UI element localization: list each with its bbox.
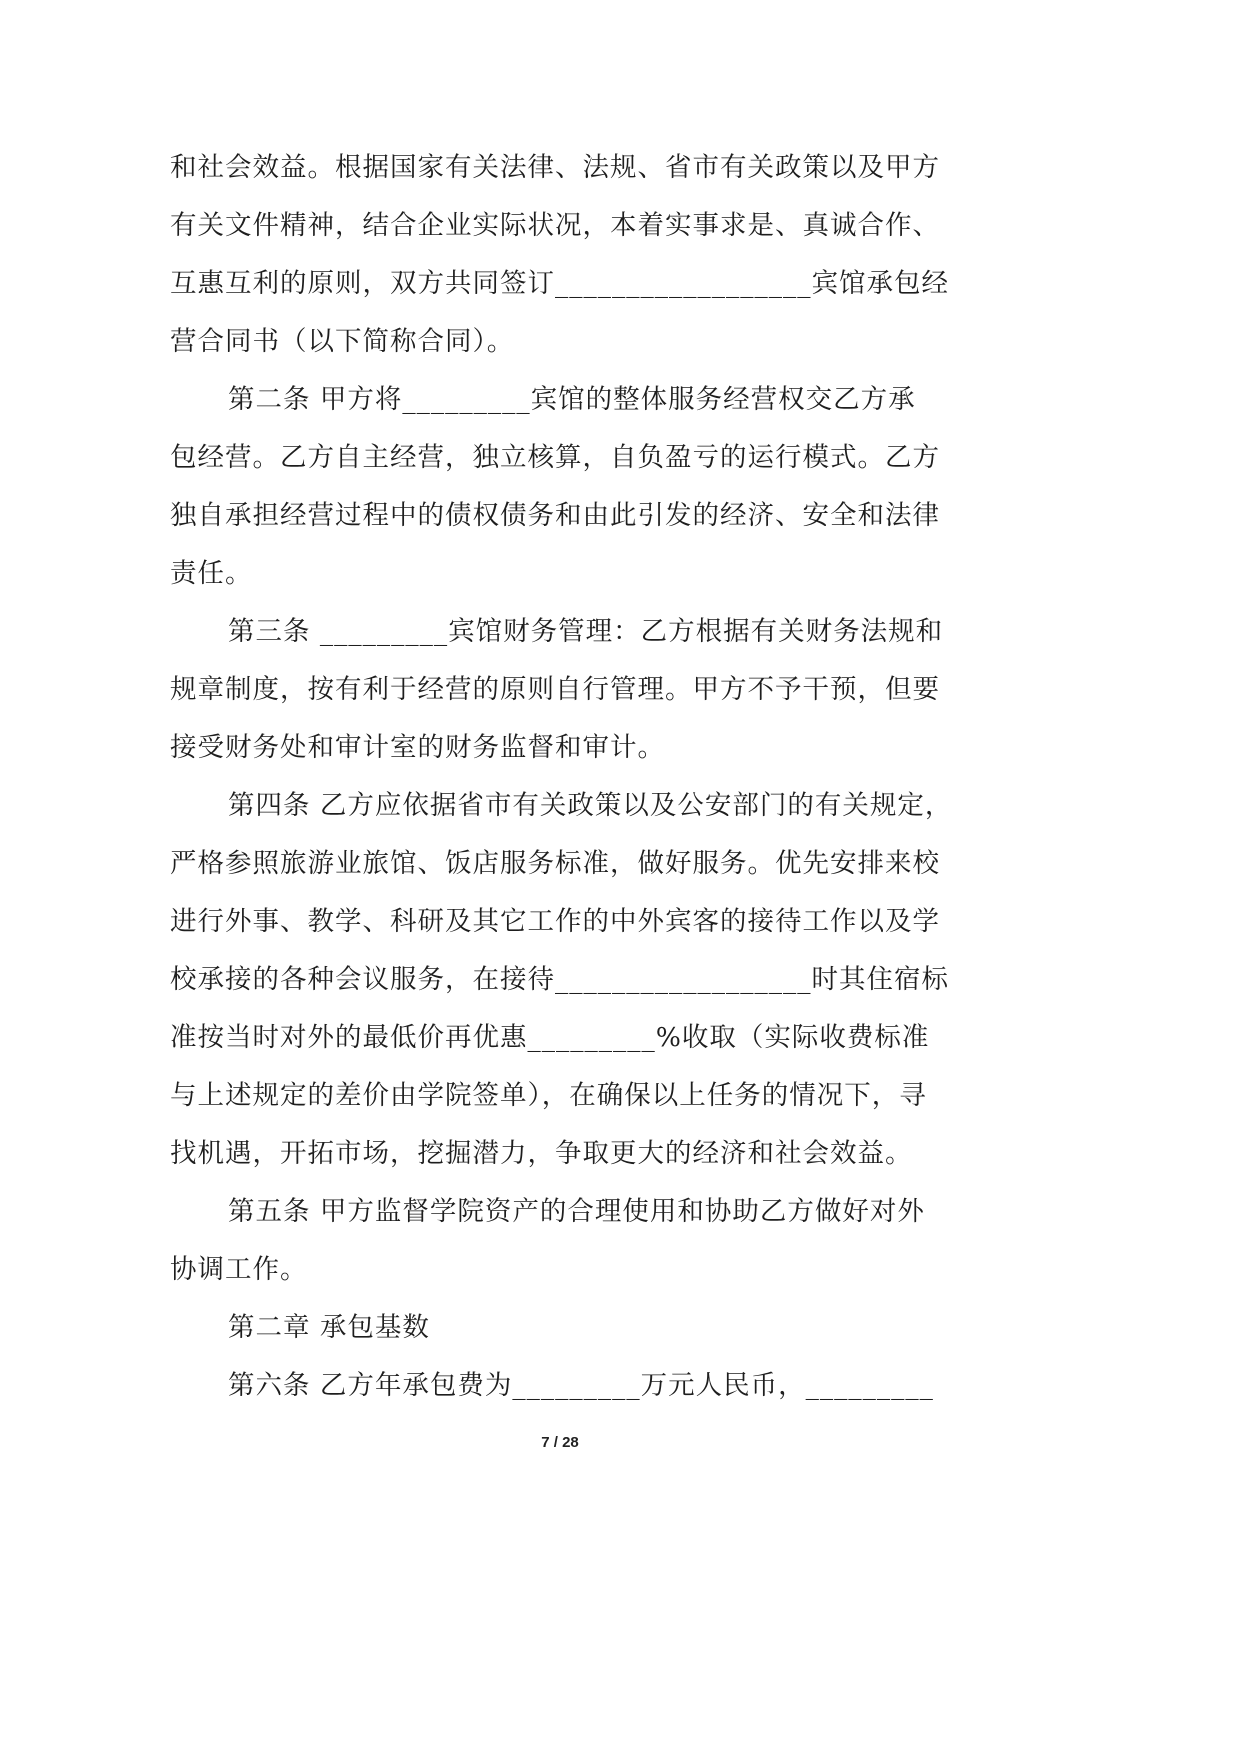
paragraph-line: 有关文件精神，结合企业实际状况，本着实事求是、真诚合作、 <box>170 210 940 241</box>
chapter-title: 第二章 承包基数 <box>228 1312 430 1343</box>
paragraph-line: 独自承担经营过程中的债权债务和由此引发的经济、安全和法律 <box>170 500 940 531</box>
paragraph-continuation <box>170 139 990 371</box>
paragraph-line: 准按当时对外的最低价再优惠_________%收取（实际收费标准 <box>170 1022 930 1053</box>
paragraph-line: 第五条 甲方监督学院资产的合理使用和协助乙方做好对外 <box>228 1196 925 1227</box>
paragraph-line: 第二条 甲方将_________宾馆的整体服务经营权交乙方承 <box>228 384 916 415</box>
paragraph-line: 互惠互利的原则，双方共同签订__________________宾馆承包经 <box>170 268 949 299</box>
paragraph-line: 营合同书（以下简称合同）。 <box>170 326 515 357</box>
paragraph-line: 接受财务处和审计室的财务监督和审计。 <box>170 732 665 763</box>
article-2-paragraph <box>170 371 990 603</box>
paragraph-line: 第四条 乙方应依据省市有关政策以及公安部门的有关规定， <box>228 790 953 821</box>
paragraph-line: 第六条 乙方年承包费为_________万元人民币，_________ <box>228 1370 934 1401</box>
article-4-paragraph <box>170 777 990 1183</box>
paragraph-line: 包经营。乙方自主经营，独立核算，自负盈亏的运行模式。乙方 <box>170 442 940 473</box>
paragraph-line: 第三条 _________宾馆财务管理：乙方根据有关财务法规和 <box>228 616 944 647</box>
paragraph-line: 进行外事、教学、科研及其它工作的中外宾客的接待工作以及学 <box>170 906 940 937</box>
paragraph-line: 规章制度，按有利于经营的原则自行管理。甲方不予干预，但要 <box>170 674 940 705</box>
article-5-paragraph <box>170 1183 990 1299</box>
document-body <box>170 139 990 1415</box>
paragraph-line: 责任。 <box>170 558 253 589</box>
paragraph-line: 和社会效益。根据国家有关法律、法规、省市有关政策以及甲方 <box>170 152 940 183</box>
chapter-heading <box>170 1299 990 1357</box>
article-3-paragraph <box>170 603 990 777</box>
paragraph-line: 与上述规定的差价由学院签单），在确保以上任务的情况下，寻 <box>170 1080 927 1111</box>
paragraph-line: 协调工作。 <box>170 1254 308 1285</box>
paragraph-line: 找机遇，开拓市场，挖掘潜力，争取更大的经济和社会效益。 <box>170 1138 913 1169</box>
paragraph-line: 严格参照旅游业旅馆、饭店服务标准，做好服务。优先安排来校 <box>170 848 940 879</box>
page-number: 7 / 28 <box>541 1434 579 1451</box>
paragraph-line: 校承接的各种会议服务，在接待__________________时其住宿标 <box>170 964 949 995</box>
article-6-paragraph <box>170 1357 990 1415</box>
